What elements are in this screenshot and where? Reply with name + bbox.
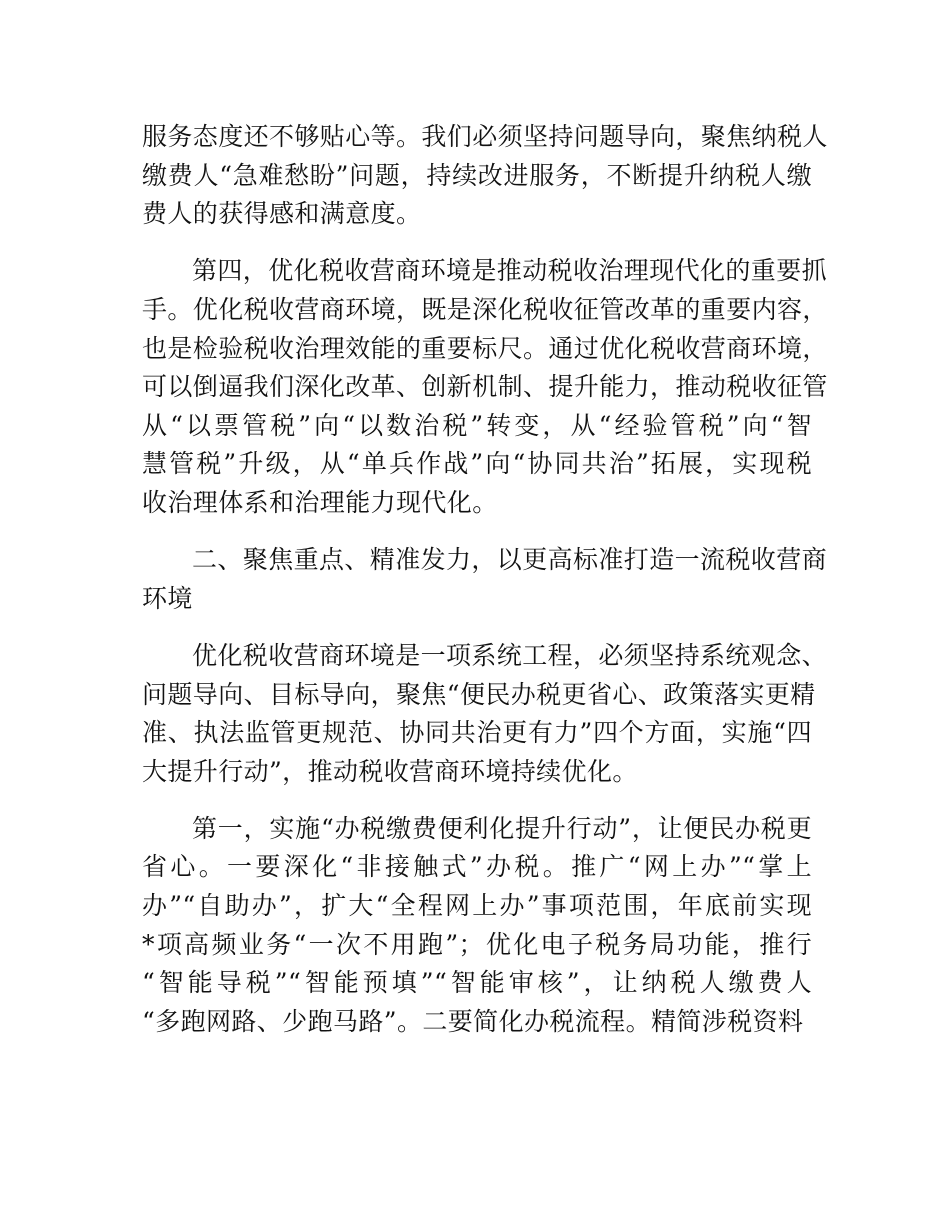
paragraph-p4 [142,637,828,791]
text-line: 办”“自助办”，扩大“全程网上办”事项范围，年底前实现 [142,891,812,921]
paragraph-p3 [142,541,828,618]
text-line: 第四，优化税收营商环境是推动税收治理现代化的重要抓 [192,256,828,286]
text-line: 服务态度还不够贴心等。我们必须坚持问题导向，聚焦纳税人 [142,122,828,151]
text-line: 从“以票管税”向“以数治税”转变，从“经验管税”向“智 [142,410,812,440]
text-line: 慧管税”升级，从“单兵作战”向“协同共治”拓展，实现税 [142,449,812,479]
text-line: 问题导向、目标导向，聚焦“便民办税更省心、政策落实更精 [142,679,816,709]
text-line: 优化税收营商环境是一项系统工程，必须坚持系统观念、 [192,640,828,670]
text-line: 费人的获得感和满意度。 [142,199,422,229]
paragraph-p5 [142,810,812,1042]
text-line: 大提升行动”，推动税收营商环境持续优化。 [142,756,638,786]
text-line: “智能导税”“智能预填”“智能审核”，让纳税人缴费人 [142,968,812,998]
paragraph-p1 [142,118,828,234]
text-line: 环境 [142,583,193,613]
text-line: “多跑网路、少跑马路”。二要简化办税流程。精简涉税资料 [142,1006,804,1036]
text-line: *项高频业务“一次不用跑”；优化电子税务局功能，推行 [142,929,812,959]
text-line: 二、聚焦重点、精准发力，以更高标准打造一流税收营商 [192,545,828,575]
text-line: 准、执法监管更规范、协同共治更有力”四个方面，实施“四 [142,718,812,748]
text-line: 可以倒逼我们深化改革、创新机制、提升能力，推动税收征管 [142,372,828,402]
document-body [142,118,828,1041]
text-line: 省心。一要深化“非接触式”办税。推广“网上办”“掌上 [142,852,812,882]
text-line: 第一，实施“办税缴费便利化提升行动”，让便民办税更 [192,813,812,843]
text-line: 缴费人“急难愁盼”问题，持续改进服务，不断提升纳税人缴 [142,160,812,190]
paragraph-p2 [142,252,828,522]
text-line: 也是检验税收治理效能的重要标尺。通过优化税收营商环境， [142,333,828,363]
text-line: 手。优化税收营商环境，既是深化税收征管改革的重要内容， [142,294,828,324]
text-line: 收治理体系和治理能力现代化。 [142,487,498,517]
